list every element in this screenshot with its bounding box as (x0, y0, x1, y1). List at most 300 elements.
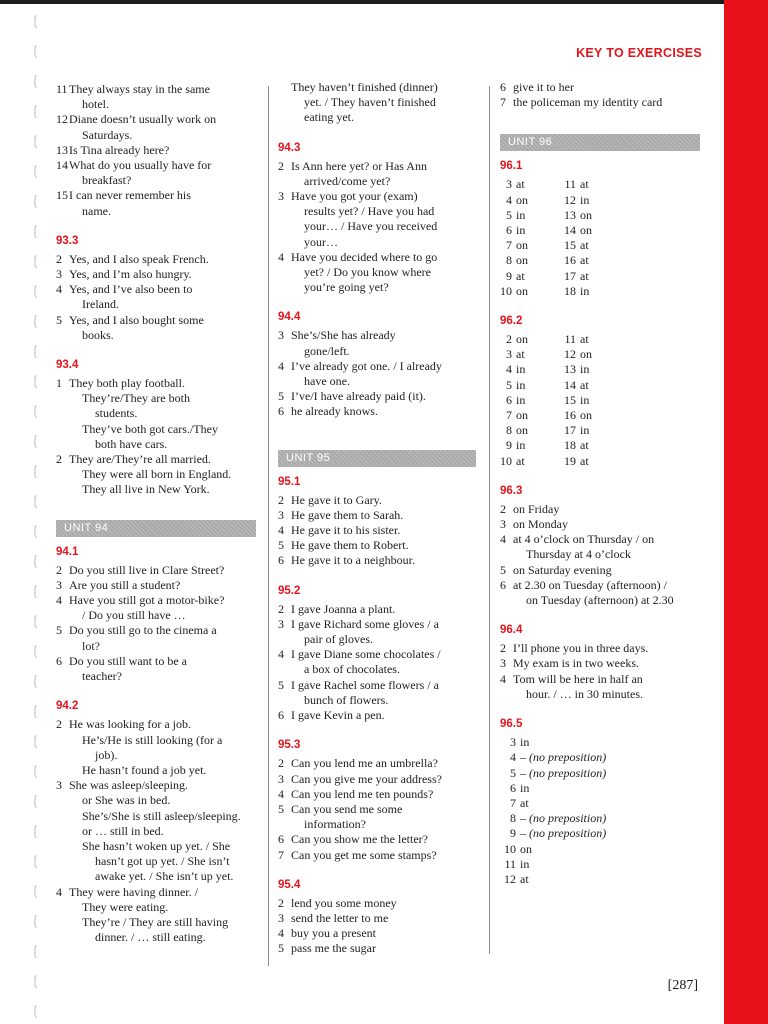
answer-item (500, 735, 700, 750)
answer-item (56, 623, 256, 653)
answer-item (278, 911, 476, 926)
answer-item (56, 252, 256, 267)
item-number: 3 (278, 328, 284, 343)
answer-line: I’ll phone you in three days. (513, 641, 649, 656)
item-number: 4 (500, 532, 506, 547)
answer-text: on (516, 423, 528, 438)
answer-line: the policeman my identity card (513, 95, 663, 110)
answer-item (278, 553, 476, 568)
item-number: 15 (56, 188, 68, 203)
answer-line: buy you a present (291, 926, 376, 941)
item-number: 5 (278, 538, 284, 553)
item-number: 9 (506, 268, 512, 283)
answer-line: Can you show me the letter? (291, 832, 428, 847)
answer-item (500, 578, 700, 608)
answer-text: at (520, 871, 529, 886)
answer-item (278, 602, 476, 617)
answer-line: Can you send me some (291, 801, 403, 816)
answer-text (291, 159, 476, 189)
answer-text (513, 532, 700, 562)
answer-line: I’ve/I have already paid (it). (291, 389, 426, 404)
answer-text: in (516, 223, 526, 238)
answer-text (69, 313, 256, 343)
binding-mark: ❲ (30, 133, 41, 148)
item-number: 3 (278, 910, 284, 925)
item-number: 8 (506, 253, 512, 268)
answer-line: on Saturday evening (513, 562, 612, 577)
item-number: 4 (56, 593, 62, 608)
item-number: 2 (278, 895, 284, 910)
answer-line: give it to her (513, 80, 574, 94)
answer-line: Can you lend me ten pounds? (291, 786, 434, 801)
answer-line: He gave them to Robert. (291, 538, 409, 553)
answer-text (69, 143, 256, 158)
item-number: 13 (56, 142, 68, 157)
answer-line: He gave it to Gary. (291, 492, 382, 507)
answer-text (291, 678, 476, 708)
answer-line: Do you still go to the cinema a (69, 623, 217, 638)
item-number: 10 (500, 283, 512, 298)
item-number: 8 (506, 423, 512, 438)
answer-text (291, 508, 476, 523)
answer-line: or … still in bed. (82, 823, 164, 838)
item-number: 2 (56, 452, 62, 467)
unit-banner: UNIT 94 (56, 520, 256, 537)
answer-text (291, 832, 476, 847)
answer-text: on (516, 192, 528, 207)
item-number: 7 (510, 795, 516, 810)
item-number: 7 (506, 408, 512, 423)
item-number: 12 (564, 192, 576, 207)
answer-item (278, 389, 476, 404)
item-number: 4 (278, 523, 284, 538)
column-3 (500, 80, 700, 887)
answer-item (56, 158, 256, 188)
binding-mark: ❲ (30, 643, 41, 658)
answer-line: Have you got your (exam) (291, 189, 418, 204)
answer-item (278, 359, 476, 389)
answer-text: on (516, 283, 528, 298)
answer-item (278, 617, 476, 647)
red-edge-bar (724, 0, 768, 1024)
item-number: 3 (510, 735, 516, 750)
binding-mark: ❲ (30, 583, 41, 598)
answer-line: She was asleep/sleeping. (69, 778, 188, 793)
answer-line: He gave it to his sister. (291, 523, 401, 538)
answer-line: He’s/He is still looking (for a (82, 732, 223, 747)
answer-text: on (516, 332, 528, 347)
item-number: 5 (278, 801, 284, 816)
answer-item (500, 641, 700, 656)
answer-text: at (516, 453, 525, 468)
item-number: 13 (564, 207, 576, 222)
section-heading: 94.4 (278, 311, 301, 324)
answer-item (500, 796, 700, 811)
answer-text (69, 654, 256, 684)
answer-line: results yet? / Have you had (304, 204, 435, 219)
answer-line: They were all born in England. (82, 467, 232, 482)
unit-banner: UNIT 96 (500, 134, 700, 151)
answer-item (56, 717, 256, 778)
binding-mark: ❲ (30, 823, 41, 838)
answer-line: job). (95, 747, 118, 762)
answer-item (278, 708, 476, 723)
answer-grid (500, 332, 700, 469)
answer-list (278, 756, 476, 862)
answer-item (500, 781, 700, 796)
answer-row (56, 376, 256, 452)
binding-mark: ❲ (30, 763, 41, 778)
answer-text: at (520, 795, 529, 810)
item-number: 5 (56, 623, 62, 638)
item-number: 6 (500, 577, 506, 592)
item-number: 5 (506, 207, 512, 222)
answer-line: They were eating. (82, 899, 169, 914)
top-rule (0, 0, 724, 4)
answer-item (56, 452, 256, 498)
answer-item (278, 848, 476, 863)
answer-line: He was looking for a job. (69, 717, 191, 732)
item-number: 4 (506, 192, 512, 207)
item-number: 2 (506, 332, 512, 347)
item-number: 3 (56, 577, 62, 592)
answer-line: They’ve both got cars./They (82, 421, 218, 436)
answer-line: hasn’t got up yet. / She isn’t (95, 854, 230, 869)
answer-line: Yes, and I also speak French. (69, 251, 209, 266)
answer-list (278, 328, 476, 419)
item-number: 12 (504, 871, 516, 886)
answer-line: teacher? (82, 669, 122, 684)
item-number: 4 (510, 750, 516, 765)
answer-item (500, 532, 700, 562)
answer-text: on (580, 347, 592, 362)
item-number: 4 (278, 926, 284, 941)
answer-text (513, 641, 700, 656)
answer-item (56, 654, 256, 684)
answer-line: books. (82, 327, 114, 342)
answer-item (278, 328, 476, 358)
answer-text: in (580, 362, 590, 377)
answer-text (69, 452, 256, 498)
answer-text (291, 941, 476, 956)
answer-item (278, 772, 476, 787)
answer-text: at (516, 268, 525, 283)
answer-line: Diane doesn’t usually work on (69, 112, 217, 127)
item-number: 4 (506, 362, 512, 377)
answer-item (500, 656, 700, 671)
answer-text: on (516, 253, 528, 268)
answer-line: Have you decided where to go (291, 249, 438, 264)
binding-mark: ❲ (30, 373, 41, 388)
answer-item (278, 787, 476, 802)
item-number: 4 (278, 786, 284, 801)
item-number: 6 (278, 832, 284, 847)
item-number: 6 (506, 223, 512, 238)
answer-text (291, 553, 476, 568)
binding-mark: ❲ (30, 613, 41, 628)
answer-list (278, 159, 476, 296)
answer-line: Saturdays. (82, 127, 133, 142)
answer-text (291, 708, 476, 723)
answer-text (291, 911, 476, 926)
item-number: 5 (278, 389, 284, 404)
answer-row (56, 452, 256, 498)
answer-line: bunch of flowers. (304, 692, 389, 707)
answer-item (56, 778, 256, 884)
answer-text (69, 282, 256, 312)
item-number: 4 (56, 884, 62, 899)
binding-mark: ❲ (30, 553, 41, 568)
answer-text: at (580, 332, 589, 347)
answer-text (69, 252, 256, 267)
answer-text: in (516, 362, 526, 377)
answer-line: They’re / They are still having (82, 914, 229, 929)
binding-mark: ❲ (30, 733, 41, 748)
answer-line: have one. (304, 374, 350, 389)
item-number: 11 (564, 177, 576, 192)
answer-text (69, 717, 256, 778)
item-number: 3 (278, 189, 284, 204)
answer-line: She hasn’t woken up yet. / She (82, 838, 231, 853)
item-number: 2 (278, 756, 284, 771)
answer-item (56, 267, 256, 282)
answer-line: at 2.30 on Tuesday (afternoon) / (513, 577, 667, 592)
answer-text: on (580, 408, 592, 423)
column-divider-2 (489, 86, 490, 954)
answer-line: Thursday at 4 o’clock (526, 547, 631, 562)
answer-text (513, 578, 700, 608)
item-number: 6 (278, 404, 284, 419)
answer-text (291, 647, 476, 677)
answer-text (291, 523, 476, 538)
binding-mark: ❲ (30, 103, 41, 118)
answer-text (69, 563, 256, 578)
answer-line: gone/left. (304, 343, 350, 358)
item-number: 7 (506, 238, 512, 253)
section-heading: 96.3 (500, 484, 523, 497)
answer-line: hotel. (82, 97, 109, 112)
item-number: 3 (56, 778, 62, 793)
section-heading: 95.1 (278, 475, 301, 488)
answer-text: – (no preposition) (520, 811, 607, 826)
page-number: [287] (667, 978, 698, 993)
answer-line: he already knows. (291, 404, 378, 419)
item-number: 5 (506, 377, 512, 392)
answer-item (56, 188, 256, 218)
answer-line: They always stay in the same (69, 82, 210, 96)
item-number: 8 (510, 811, 516, 826)
answer-line: Can you give me your address? (291, 771, 442, 786)
answer-line: on Monday (513, 517, 568, 532)
item-number: 6 (506, 392, 512, 407)
item-number: 11 (564, 332, 576, 347)
answer-line: They were having dinner. / (69, 884, 198, 899)
answer-text (291, 896, 476, 911)
answer-item (278, 896, 476, 911)
answer-text: – (no preposition) (520, 750, 607, 765)
answer-text (69, 593, 256, 623)
answer-text (69, 778, 256, 884)
answer-item (278, 250, 476, 296)
answer-item (278, 756, 476, 771)
column-1 (56, 80, 256, 945)
answer-line: I gave Diane some chocolates / (291, 647, 441, 662)
item-number: 6 (278, 708, 284, 723)
answer-text: in (520, 856, 530, 871)
answer-line: What do you usually have for (69, 158, 212, 173)
item-number: 3 (278, 771, 284, 786)
item-number: 14 (564, 377, 576, 392)
answer-item (56, 593, 256, 623)
binding-mark: ❲ (30, 313, 41, 328)
answer-line: / Do you still have … (82, 608, 186, 623)
binding-mark: ❲ (30, 523, 41, 538)
binding-mark: ❲ (30, 463, 41, 478)
answer-text: at (580, 268, 589, 283)
binding-marks (30, 0, 42, 1024)
answer-text (69, 623, 256, 653)
answer-item (500, 517, 700, 532)
answer-text (291, 848, 476, 863)
answer-row (56, 778, 256, 884)
answer-item (278, 404, 476, 419)
answer-line: My exam is in two weeks. (513, 656, 639, 671)
answer-text: on (580, 207, 592, 222)
answer-text (513, 656, 700, 671)
section-heading: 95.4 (278, 878, 301, 891)
answer-text (69, 158, 256, 188)
answer-text (69, 267, 256, 282)
answer-text: on (580, 223, 592, 238)
answer-text: at (580, 177, 589, 192)
item-number: 3 (500, 517, 506, 532)
section-heading: 96.4 (500, 624, 523, 637)
item-number: 14 (564, 223, 576, 238)
item-number: 17 (564, 423, 576, 438)
answer-line: or She was in bed. (82, 793, 171, 808)
item-number: 10 (500, 453, 512, 468)
answer-item (278, 538, 476, 553)
item-number: 3 (506, 347, 512, 362)
item-number: 4 (278, 647, 284, 662)
binding-mark: ❲ (30, 163, 41, 178)
item-number: 13 (564, 362, 576, 377)
item-number: 5 (56, 312, 62, 327)
binding-mark: ❲ (30, 853, 41, 868)
answer-item (278, 802, 476, 832)
answer-line: lot? (82, 638, 100, 653)
answer-item (278, 678, 476, 708)
answer-text (291, 359, 476, 389)
answer-text: in (516, 377, 526, 392)
item-number: 3 (506, 177, 512, 192)
answer-item (56, 885, 256, 946)
answer-line: I gave Richard some gloves / a (291, 616, 439, 631)
answer-item (278, 159, 476, 189)
answer-text: at (516, 177, 525, 192)
answer-text: at (580, 438, 589, 453)
answer-text (513, 95, 700, 110)
answer-line: pass me the sugar (291, 941, 376, 956)
answer-item (278, 941, 476, 956)
answer-text (291, 772, 476, 787)
answer-item (278, 926, 476, 941)
answer-item (500, 95, 700, 110)
answer-line: Yes, and I’ve also been to (69, 282, 193, 297)
answer-line: arrived/come yet? (304, 173, 391, 188)
answer-text (291, 389, 476, 404)
answer-text (291, 802, 476, 832)
binding-mark: ❲ (30, 193, 41, 208)
answer-text (291, 787, 476, 802)
answer-item (500, 766, 700, 781)
item-number: 2 (56, 717, 62, 732)
answer-item (278, 189, 476, 250)
binding-mark: ❲ (30, 343, 41, 358)
answer-text (291, 538, 476, 553)
answer-line: hour. / … in 30 minutes. (526, 686, 643, 701)
answer-text (513, 672, 700, 702)
answer-text (291, 328, 476, 358)
answer-item (56, 313, 256, 343)
item-number: 6 (56, 653, 62, 668)
answer-item (500, 811, 700, 826)
item-number: 15 (564, 238, 576, 253)
answer-text: at (516, 347, 525, 362)
answer-line: name. (82, 203, 111, 218)
answer-text (513, 563, 700, 578)
answer-line: lend you some money (291, 895, 397, 910)
section-heading: 94.2 (56, 700, 79, 713)
answer-list (56, 563, 256, 685)
answer-line: Tom will be here in half an (513, 671, 643, 686)
section-heading: 94.1 (56, 545, 79, 558)
answer-text: in (520, 735, 530, 750)
binding-mark: ❲ (30, 793, 41, 808)
binding-mark: ❲ (30, 703, 41, 718)
binding-mark: ❲ (30, 283, 41, 298)
answer-item (500, 872, 700, 887)
item-number: 3 (56, 267, 62, 282)
item-number: 9 (506, 438, 512, 453)
binding-mark: ❲ (30, 433, 41, 448)
item-number: 19 (564, 453, 576, 468)
answer-line: They’re/They are both (82, 391, 190, 406)
answer-item (500, 750, 700, 765)
answer-text: on (516, 408, 528, 423)
column-2 (278, 80, 476, 957)
answer-text (291, 756, 476, 771)
binding-mark: ❲ (30, 883, 41, 898)
answer-line: They haven’t finished (dinner) (291, 80, 438, 94)
answer-item (278, 508, 476, 523)
answer-list (500, 735, 700, 887)
answer-text: at (580, 238, 589, 253)
answer-item (56, 112, 256, 142)
answer-line: dinner. / … still eating. (95, 930, 206, 945)
item-number: 18 (564, 283, 576, 298)
item-number: 2 (500, 501, 506, 516)
item-number: 5 (510, 765, 516, 780)
answer-line: awake yet. / She isn’t up yet. (95, 869, 234, 884)
answer-line: your… / Have you received (304, 219, 438, 234)
section-heading: 95.3 (278, 739, 301, 752)
item-number: 4 (56, 282, 62, 297)
answer-list (500, 641, 700, 702)
answer-line: She’s/She has already (291, 328, 396, 343)
answer-text (291, 493, 476, 508)
answer-line: at 4 o’clock on Thursday / on (513, 532, 655, 547)
